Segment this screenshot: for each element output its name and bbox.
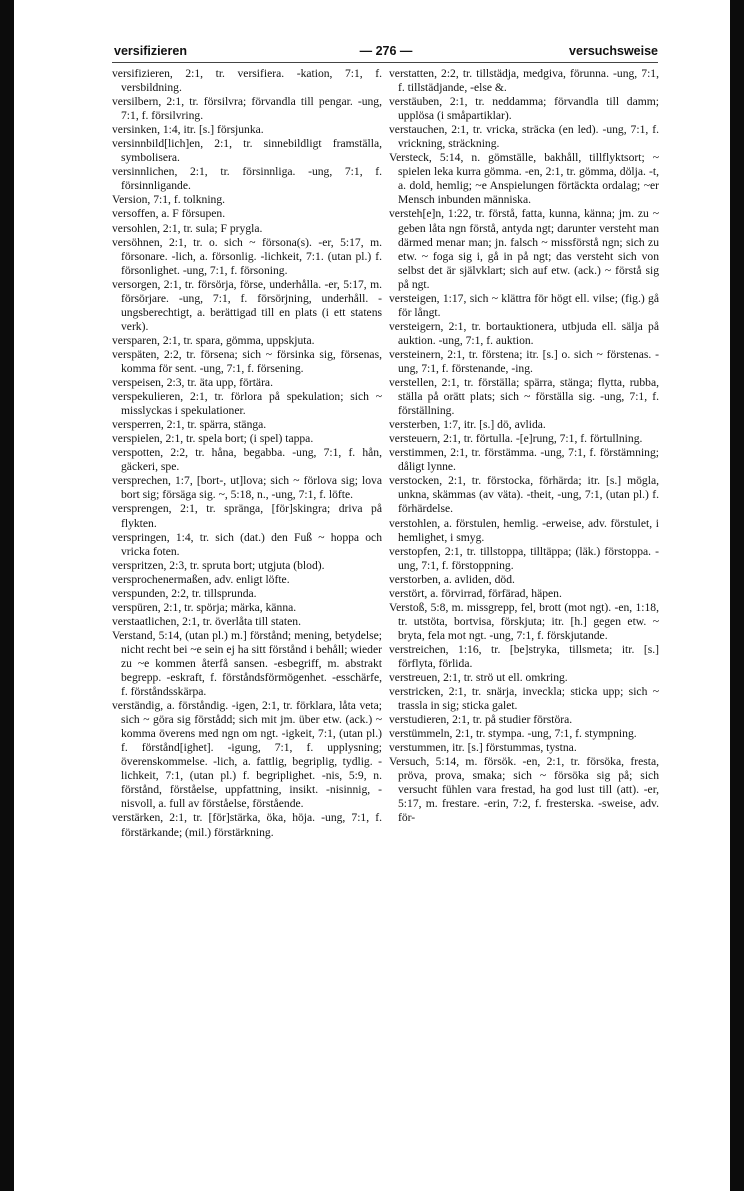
- dictionary-entry: versorgen, 2:1, tr. försörja, förse, underhålla. -er, 5:17, m. försörjare. -ung, 7:1, f. försörjning, underhåll. -ungsberechtigt, a. berättigad till en plats (i ett statens verk).: [112, 277, 382, 333]
- dictionary-entry: versteinern, 2:1, tr. förstena; itr. [s.] o. sich ~ förstenas. -ung, 7:1, f. förstenande, -ing.: [389, 347, 659, 375]
- dictionary-entry: versinnlichen, 2:1, tr. försinnliga. -ung, 7:1, f. försinnligande.: [112, 165, 382, 193]
- dictionary-entry: versteigen, 1:17, sich ~ klättra för högt ell. vilse; (fig.) gå för långt.: [389, 291, 659, 319]
- dictionary-entry: versparen, 2:1, tr. spara, gömma, uppskjuta.: [112, 333, 315, 347]
- dictionary-entry: versohlen, 2:1, tr. sula; F prygla.: [112, 221, 263, 235]
- dictionary-entry: versprechen, 1:7, [bort-, ut]lova; sich ~ förlova sig; lova bort sig; försäga sig. ~, 5:18, n., -ung, 7:1, f. löfte.: [112, 474, 382, 502]
- dictionary-entry: versprengen, 2:1, tr. spränga, [för]skingra; driva på flykten.: [112, 502, 382, 530]
- dictionary-entry: versteh[e]n, 1:22, tr. förstå, fatta, kunna, känna; jm. zu ~ geben låta ngn förstå, antyda ngt; darunter versteht man därmed menar man; jn. falsch ~ missförstå ngn; sich zu etw. ~ foga sig i, gå in på ngt; das versteht sich von selbst det är självklart; sich auf etw. (ack.) ~ förstå sig på ngt.: [389, 207, 659, 291]
- dictionary-entry: Versuch, 5:14, m. försök. -en, 2:1, tr. försöka, fresta, pröva, prova, smaka; sich ~ försöka sig på; sich versucht fühlen vara frestad, ha god lust till (att). -er, 5:17, m. frestare. -erin, 7:2, f. fresterska. -sweise, adv. för-: [389, 755, 659, 825]
- dictionary-entry: verstudieren, 2:1, tr. på studier förstöra.: [389, 713, 573, 727]
- dictionary-entry: versinnbild[lich]en, 2:1, tr. sinnebildligt framställa, symbolisera.: [112, 137, 382, 165]
- left-column: [112, 67, 382, 1117]
- dictionary-entry: verspeisen, 2:3, tr. äta upp, förtära.: [112, 376, 273, 390]
- dictionary-entry: versterben, 1:7, itr. [s.] dö, avlida.: [389, 418, 546, 432]
- dictionary-entry: verspüren, 2:1, tr. spörja; märka, känna.: [112, 600, 297, 614]
- dictionary-entry: versteuern, 2:1, tr. förtulla. -[e]rung, 7:1, f. förtullning.: [389, 432, 643, 446]
- dictionary-entry: verspringen, 1:4, tr. sich (dat.) den Fuß ~ hoppa och vricka foten.: [112, 530, 382, 558]
- dictionary-entry: versilbern, 2:1, tr. försilvra; förvandla till pengar. -ung, 7:1, f. försilvring.: [112, 95, 382, 123]
- dictionary-entry: Verstand, 5:14, (utan pl.) m.] förstånd; mening, betydelse; nicht recht bei ~e sein ej ha sitt förstånd i behåll; wieder zu ~e kommen återfå sansen. -esbegriff, m. abstrakt begrepp. -eskraft, f. förståndsförmögenhet. -esschärfe, f. förståndsskärpa.: [112, 628, 382, 699]
- dictionary-entry: verstummen, itr. [s.] förstummas, tystna.: [389, 741, 577, 755]
- dictionary-entry: verspekulieren, 2:1, tr. förlora på spekulation; sich ~ misslyckas i spekulationer.: [112, 390, 382, 418]
- page-number: — 276 —: [359, 44, 413, 58]
- dictionary-entry: versinken, 1:4, itr. [s.] försjunka.: [112, 123, 264, 137]
- dictionary-entry: verspunden, 2:2, tr. tillsprunda.: [112, 586, 257, 600]
- dictionary-entry: verstauchen, 2:1, tr. vricka, sträcka (en led). -ung, 7:1, f. vrickning, sträckning.: [389, 123, 659, 151]
- dictionary-entry: verstärken, 2:1, tr. [för]stärka, öka, höja. -ung, 7:1, f. förstärkande; (mil.) förstärkning.: [112, 811, 382, 839]
- dictionary-entry: verstricken, 2:1, tr. snärja, inveckla; sticka upp; sich ~ trassla in sig; sticka galet.: [389, 685, 659, 713]
- dictionary-entry: verstopfen, 2:1, tr. tillstoppa, tilltäppa; (läk.) förstoppa. -ung, 7:1, f. förstoppning.: [389, 544, 659, 572]
- dictionary-entry: Verstoß, 5:8, m. missgrepp, fel, brott (mot ngt). -en, 1:18, tr. utstöta, bortvisa, förskjuta; itr. [h.] gegen etw. ~ bryta, fela mot ngt. -ung, 7:1, f. förskjutande.: [389, 600, 659, 642]
- dictionary-entry: verstreuen, 2:1, tr. strö ut ell. omkring.: [389, 671, 568, 685]
- dictionary-entry: versprochenermaßen, adv. enligt löfte.: [112, 572, 290, 586]
- dictionary-entry: verstaatlichen, 2:1, tr. överlåta till staten.: [112, 614, 301, 628]
- scan-border-left: [0, 0, 14, 1191]
- page-header: [114, 44, 658, 62]
- dictionary-entry: verstatten, 2:2, tr. tillstädja, medgiva, förunna. -ung, 7:1, f. tillstädjande, -else &.: [389, 67, 659, 95]
- dictionary-entry: verstocken, 2:1, tr. förstocka, förhärda; itr. [s.] mögla, unkna, skämmas (av väta). -theit, -ung, 7:1, (utan pl.) f. förhärdelse.: [389, 474, 659, 516]
- dictionary-entry: versöhnen, 2:1, tr. o. sich ~ försona(s). -er, 5:17, m. försonare. -lich, a. försonlig. -lichkeit, 7:1. (utan pl.) f. försonlighet. -ung, 7:1, f. försoning.: [112, 235, 382, 277]
- left-guide-word: versifizieren: [114, 44, 187, 58]
- scan-border-right: [730, 0, 744, 1191]
- dictionary-entry: verstäuben, 2:1, tr. neddamma; förvandla till damm; upplösa (i småpartiklar).: [389, 95, 659, 123]
- dictionary-entry: verstümmeln, 2:1, tr. stympa. -ung, 7:1, f. stympning.: [389, 727, 637, 741]
- right-guide-word: versuchsweise: [569, 44, 658, 58]
- header-rule: [112, 62, 658, 63]
- dictionary-entry: Version, 7:1, f. tolkning.: [112, 193, 226, 207]
- dictionary-entry: versteigern, 2:1, tr. bortauktionera, utbjuda ell. sälja på auktion. -ung, 7:1, f. auktion.: [389, 319, 659, 347]
- dictionary-entry: verständig, a. förståndig. -igen, 2:1, tr. förklara, låta veta; sich ~ göra sig förstådd; sich mit jm. über etw. (ack.) ~ komma överens med ngn om ngt. -igkeit, 7:1, (utan pl.) f. förstånd[ighet]. -igung, 7:1, f. upplysning; överenskommelse. -lich, a. fattlig, begriplig, tydlig. -lichkeit, 7:1, (utan pl.) f. begriplighet. -nis, 5:9, n. förstånd, förståelse, uppfattning, insikt. -nisinnig, -nisvoll, a. full av förståelse, förstående.: [112, 699, 382, 811]
- dictionary-entry: verstohlen, a. förstulen, hemlig. -erweise, adv. förstulet, i hemlighet, i smyg.: [389, 516, 659, 544]
- dictionary-entry: verstört, a. förvirrad, förfärad, häpen.: [389, 586, 562, 600]
- dictionary-entry: verspäten, 2:2, tr. försena; sich ~ försinka sig, försenas, komma för sent. -ung, 7:1, f. försening.: [112, 347, 382, 375]
- dictionary-entry: Versteck, 5:14, n. gömställe, bakhåll, tillflyktsort; ~ spielen leka kurra gömma. -en, 2:1, tr. gömma, dölja. -t, a. dold, hemlig; ~e Anspielungen förtäckta ordalag; ~er Mensch inbunden människa.: [389, 151, 659, 207]
- dictionary-entry: versoffen, a. F försupen.: [112, 207, 226, 221]
- dictionary-entry: verspritzen, 2:3, tr. spruta bort; utgjuta (blod).: [112, 558, 325, 572]
- dictionary-entry: verstimmen, 2:1, tr. förstämma. -ung, 7:1, f. förstämning; dåligt lynne.: [389, 446, 659, 474]
- dictionary-entry: verspielen, 2:1, tr. spela bort; (i spel) tappa.: [112, 432, 314, 446]
- dictionary-entry: verstorben, a. avliden, död.: [389, 572, 515, 586]
- right-column: [389, 67, 659, 1117]
- dictionary-entry: verstellen, 2:1, tr. förställa; spärra, stänga; flytta, rubba, ställa på orätt plats; sich ~ förställa sig. -ung, 7:1, f. förställning.: [389, 376, 659, 418]
- dictionary-entry: verstreichen, 1:16, tr. [be]strykа, tillsmeta; itr. [s.] förflyta, förlida.: [389, 642, 659, 670]
- dictionary-entry: versperren, 2:1, tr. spärra, stänga.: [112, 418, 267, 432]
- dictionary-entry: verspotten, 2:2, tr. håna, begabba. -ung, 7:1, f. hån, gäckeri, spe.: [112, 446, 382, 474]
- dictionary-entry: versifizieren, 2:1, tr. versifiera. -kation, 7:1, f. versbildning.: [112, 67, 382, 95]
